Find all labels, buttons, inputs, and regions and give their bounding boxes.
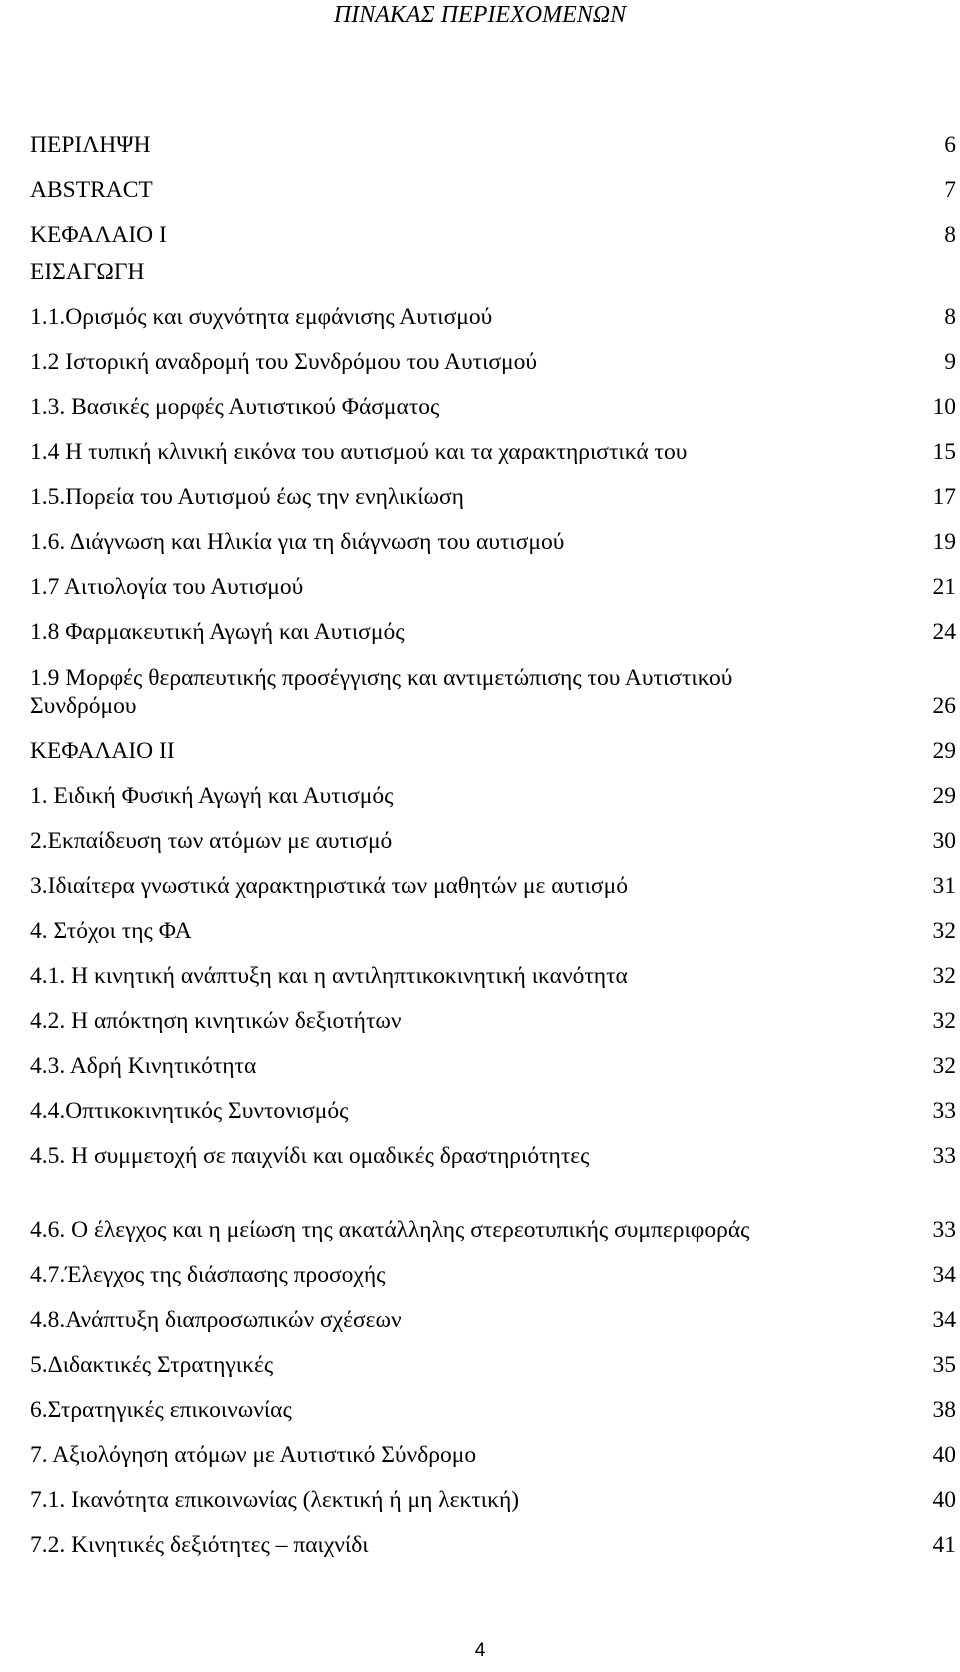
toc-list: [30, 120, 956, 1565]
toc-entry-page: 34: [932, 1262, 956, 1288]
toc-entry-label: ΕΙΣΑΓΩΓΗ: [30, 259, 145, 285]
toc-entry[interactable]: [30, 1086, 956, 1131]
toc-entry-page: 38: [932, 1397, 956, 1423]
toc-entry-page: 7: [944, 177, 956, 203]
toc-entry-page: 26: [932, 693, 956, 719]
toc-entry-page: 29: [932, 738, 956, 764]
toc-entry[interactable]: [30, 816, 956, 861]
toc-entry-label: 4.1. Η κινητική ανάπτυξη και η αντιληπτικοκινητική ικανότητα: [30, 963, 628, 989]
toc-entry-label: 3.Ιδιαίτερα γνωστικά χαρακτηριστικά των μαθητών με αυτισμό: [30, 873, 628, 899]
toc-entry[interactable]: [30, 771, 956, 816]
toc-entry-page: 34: [932, 1307, 956, 1333]
toc-entry[interactable]: [30, 1430, 956, 1475]
toc-entry-label: 1.7 Αιτιολογία του Αυτισμού: [30, 574, 304, 600]
toc-entry[interactable]: [30, 165, 956, 210]
toc-entry-page: 8: [944, 222, 956, 248]
toc-entry-label: 1.5.Πορεία του Αυτισμού έως την ενηλικίωση: [30, 484, 464, 510]
toc-entry[interactable]: [30, 427, 956, 472]
toc-entry-label: 4.2. Η απόκτηση κινητικών δεξιοτήτων: [30, 1008, 402, 1034]
toc-entry-page: 41: [932, 1532, 956, 1558]
toc-entry-page: 10: [932, 394, 956, 420]
toc-entry[interactable]: [30, 951, 956, 996]
toc-entry-label: 4.3. Αδρή Κινητικότητα: [30, 1053, 257, 1079]
toc-entry[interactable]: [30, 517, 956, 562]
toc-entry-page: 9: [944, 349, 956, 375]
toc-entry-label: ABSTRACT: [30, 177, 153, 203]
toc-entry[interactable]: [30, 382, 956, 427]
toc-entry-page: 21: [932, 574, 956, 600]
toc-entry-label: 6.Στρατηγικές επικοινωνίας: [30, 1397, 292, 1423]
toc-entry[interactable]: [30, 726, 956, 771]
toc-entry-label: 4.7.Έλεγχος της διάσπασης προσοχής: [30, 1262, 386, 1288]
toc-entry[interactable]: [30, 120, 956, 165]
toc-entry[interactable]: [30, 472, 956, 517]
toc-entry-label: 4.5. Η συμμετοχή σε παιχνίδι και ομαδικές δραστηριότητες: [30, 1143, 590, 1169]
toc-entry-label: 7. Αξιολόγηση ατόμων με Αυτιστικό Σύνδρομο: [30, 1442, 477, 1468]
toc-entry-label: 2.Εκπαίδευση των ατόμων με αυτισμό: [30, 828, 393, 854]
toc-entry-label: 1.3. Βασικές μορφές Αυτιστικού Φάσματος: [30, 394, 440, 420]
toc-entry-page: 40: [932, 1442, 956, 1468]
toc-entry[interactable]: [30, 1385, 956, 1430]
toc-entry[interactable]: [30, 1131, 956, 1176]
toc-entry[interactable]: [30, 1475, 956, 1520]
toc-entry[interactable]: [30, 607, 956, 652]
toc-entry-label: 5.Διδακτικές Στρατηγικές: [30, 1352, 274, 1378]
toc-entry-label: 1.4 Η τυπική κλινική εικόνα του αυτισμού και τα χαρακτηριστικά του: [30, 439, 688, 465]
toc-entry-page: 32: [932, 1008, 956, 1034]
toc-entry-page: 17: [932, 484, 956, 510]
toc-entry-page: 32: [932, 918, 956, 944]
toc-entry-label: 1.9 Μορφές θεραπευτικής προσέγγισης και αντιμετώπισης του Αυτιστικού Συνδρόμου: [30, 665, 733, 719]
toc-entry[interactable]: [30, 562, 956, 607]
toc-entry-page: 19: [932, 529, 956, 555]
toc-entry[interactable]: [30, 1520, 956, 1565]
toc-entry[interactable]: [30, 337, 956, 382]
toc-title: ΠΙΝΑΚΑΣ ΠΕΡΙΕΧΟΜΕΝΩΝ: [333, 2, 627, 28]
toc-entry-label: 1.6. Διάγνωση και Ηλικία για τη διάγνωση του αυτισμού: [30, 529, 565, 555]
toc-entry[interactable]: [30, 292, 956, 337]
toc-entry-label: 1.1.Ορισμός και συχνότητα εμφάνισης Αυτισμού: [30, 304, 493, 330]
toc-entry-label: 4. Στόχοι της ΦΑ: [30, 918, 192, 944]
toc-entry-label: 1.8 Φαρμακευτική Αγωγή και Αυτισμός: [30, 619, 405, 645]
toc-entry-page: 33: [932, 1098, 956, 1124]
toc-entry-page: 35: [932, 1352, 956, 1378]
toc-entry-label: ΠΕΡΙΛΗΨΗ: [30, 132, 151, 158]
toc-entry-page: 33: [932, 1143, 956, 1169]
toc-entry[interactable]: [30, 1250, 956, 1295]
toc-entry[interactable]: [30, 652, 956, 726]
toc-entry-label: ΚΕΦΑΛΑΙΟ Ι: [30, 222, 167, 248]
toc-entry-page: 32: [932, 1053, 956, 1079]
toc-entry-label: 7.2. Κινητικές δεξιότητες – παιχνίδι: [30, 1532, 369, 1558]
toc-entry-page: 30: [932, 828, 956, 854]
toc-entry-page: 24: [932, 619, 956, 645]
toc-entry-page: 29: [932, 783, 956, 809]
toc-entry[interactable]: [30, 210, 956, 255]
toc-entry-page: 33: [932, 1217, 956, 1243]
toc-entry[interactable]: [30, 255, 956, 292]
toc-entry-label: 4.6. Ο έλεγχος και η μείωση της ακατάλληλης στερεοτυπικής συμπεριφοράς: [30, 1217, 750, 1243]
toc-entry-label: 1. Ειδική Φυσική Αγωγή και Αυτισμός: [30, 783, 394, 809]
toc-entry-page: 40: [932, 1487, 956, 1513]
toc-entry[interactable]: [30, 1340, 956, 1385]
toc-entry[interactable]: [30, 906, 956, 951]
toc-entry[interactable]: [30, 861, 956, 906]
toc-entry-page: 31: [932, 873, 956, 899]
page-number: 4: [474, 1640, 486, 1661]
toc-entry-label: 4.4.Οπτικοκινητικός Συντονισμός: [30, 1098, 349, 1124]
toc-entry-page: 15: [932, 439, 956, 465]
toc-entry-label: 1.2 Ιστορική αναδρομή του Συνδρόμου του Αυτισμού: [30, 349, 538, 375]
toc-entry[interactable]: [30, 1295, 956, 1340]
toc-entry-page: 32: [932, 963, 956, 989]
toc-entry-page: 6: [944, 132, 956, 158]
toc-entry[interactable]: [30, 1176, 956, 1250]
toc-entry-page: 8: [944, 304, 956, 330]
toc-entry[interactable]: [30, 996, 956, 1041]
toc-entry-label: ΚΕΦΑΛΑΙΟ ΙΙ: [30, 738, 175, 764]
toc-entry-label: 7.1. Ικανότητα επικοινωνίας (λεκτική ή μη λεκτική): [30, 1487, 520, 1513]
toc-entry[interactable]: [30, 1041, 956, 1086]
toc-entry-label: 4.8.Ανάπτυξη διαπροσωπικών σχέσεων: [30, 1307, 402, 1333]
